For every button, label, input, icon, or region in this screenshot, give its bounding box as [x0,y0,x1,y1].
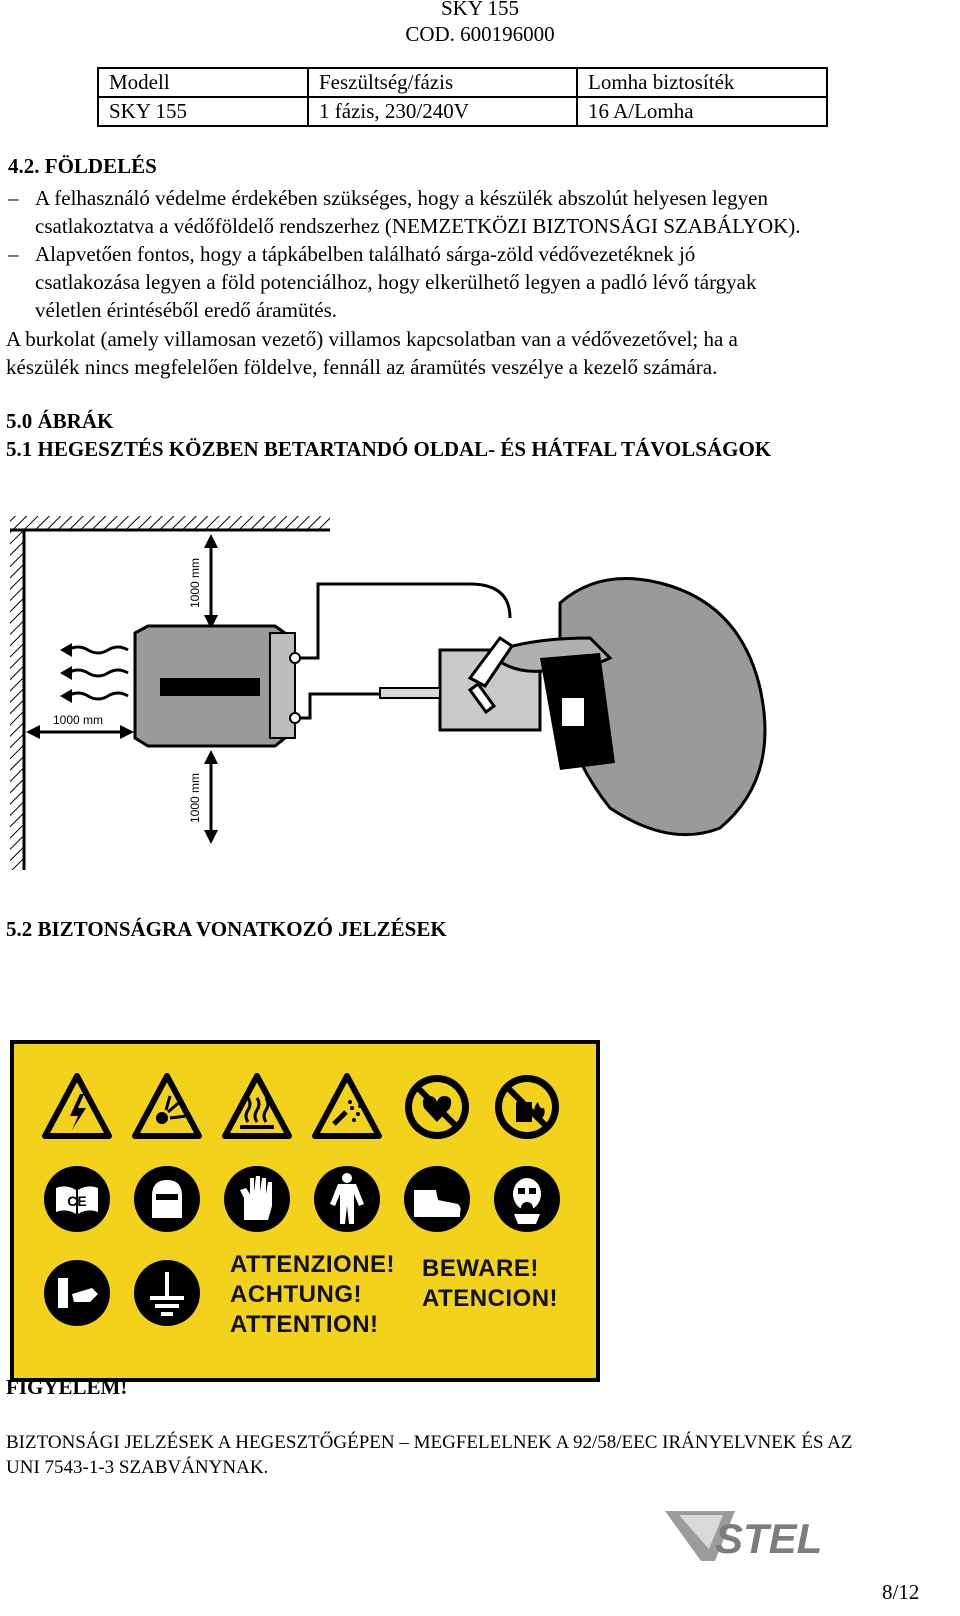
ground-clamp [380,688,440,698]
welding-distance-figure [0,508,960,888]
hot-surface-icon [222,1072,292,1142]
bullet-1 [0,184,960,240]
bullet-line: véletlen érintéséből eredő áramütés. [35,298,338,322]
ground-symbol-icon [132,1258,202,1328]
svg-text:CE: CE [67,1193,87,1209]
no-pacemaker-icon [402,1072,472,1142]
electric-hazard-icon [42,1072,112,1142]
safety-boots-icon [402,1164,472,1234]
warning-text-italian: ATTENZIONE! [230,1251,396,1278]
spec-table [97,67,828,127]
bullet-line: A felhasználó védelme érdekében szükséges, hogy a készülék abszolút helyesen legyen [35,186,768,210]
note-line: BIZTONSÁGI JELZÉSEK A HEGESZTŐGÉPEN – MEGFELELNEK A 92/58/EEC IRÁNYELVNEK ÉS AZ [6,1432,853,1453]
airflow-arrows [60,643,128,703]
header-code: COD. 600196000 [405,22,555,46]
section-title-grounding: 4.2. FÖLDELÉS [8,154,157,178]
dim-label-side: 1000 mm [52,713,104,727]
paragraph-line: készülék nincs megfelelően földelve, fennáll az áramütés veszélye a kezelő számára. [6,355,718,379]
table-cell: 16 A/Lomha [577,97,827,126]
logo-wordmark: STEL [715,1515,823,1562]
section-title-distances: 5.1 HEGESZTÉS KÖZBEN BETARTANDÓ OLDAL- ÉS HÁTFAL TÁVOLSÁGOK [6,437,772,461]
table-header-cell: Lomha biztosíték [577,68,827,97]
note-line: UNI 7543-1-3 SZABVÁNYNAK. [6,1457,269,1478]
welding-helmet-icon [132,1164,202,1234]
protective-clothing-icon [312,1164,382,1234]
gloves-icon [222,1164,292,1234]
dash-bullet: – [8,186,19,210]
respirator-mask-icon [492,1164,562,1234]
table-header-row [98,68,827,97]
dimension-arrow-bottom [204,750,218,844]
no-touch-electrode-icon [42,1258,112,1328]
grounding-paragraph [6,325,956,381]
dimension-arrow-top [204,534,218,629]
page-number: 8/12 [882,1580,920,1604]
warning-text-german: ACHTUNG! [230,1281,362,1308]
table-row [98,97,827,126]
bullet-line: csatlakoztatva a védőföldelő rendszerhez (NEMZETKÖZI BIZTONSÁGI SZABÁLYOK). [35,214,801,238]
section-title-figures: 5.0 ÁBRÁK [6,409,114,433]
safety-sign-panel [10,1040,600,1382]
table-header-cell: Feszültség/fázis [308,68,577,97]
paragraph-line: A burkolat (amely villamosan vezető) villamos kapcsolatban van a védővezetővel; ha a [6,327,738,351]
dim-label-top: 1000 mm [188,557,202,609]
standards-note [6,1430,956,1480]
welding-machine [135,626,300,746]
sparks-hazard-icon [312,1072,382,1142]
warning-text-english: BEWARE! [422,1255,539,1282]
header-model: SKY 155 [441,0,519,20]
explosion-hazard-icon [132,1072,202,1142]
section-title-safety-signs: 5.2 BIZTONSÁGRA VONATKOZÓ JELZÉSEK [6,917,447,941]
dash-bullet: – [8,242,19,266]
table-cell: 1 fázis, 230/240V [308,97,577,126]
dimension-arrow-side [26,725,134,739]
bullet-line: csatlakozása legyen a föld potenciálhoz, hogy elkerülhető legyen a padló lévő tárgyak [35,270,757,294]
stel-logo [665,1505,865,1569]
bullet-line: Alapvetően fontos, hogy a tápkábelben található sárga-zöld védővezetéknek jó [35,242,696,266]
attention-heading: FIGYELEM! [6,1375,128,1399]
table-header-cell: Modell [98,68,308,97]
dim-label-bottom: 1000 mm [188,772,202,824]
table-cell: SKY 155 [98,97,308,126]
read-manual-icon [42,1164,112,1234]
no-flammable-icon [492,1072,562,1142]
bullet-2 [0,240,960,324]
warning-text-french: ATTENTION! [230,1311,379,1338]
warning-text-spanish: ATENCION! [422,1285,559,1312]
